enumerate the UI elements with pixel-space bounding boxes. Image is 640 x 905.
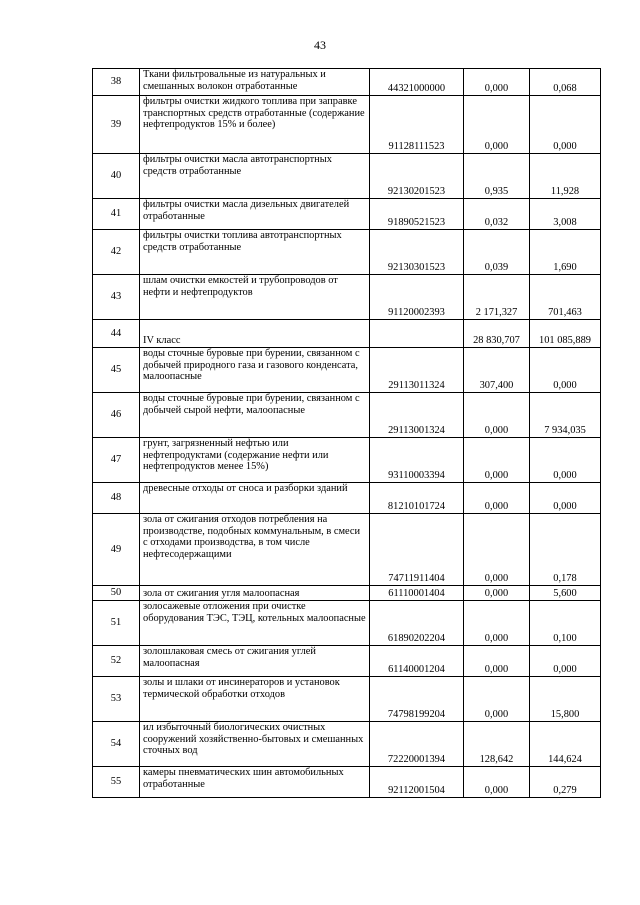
waste-name: зола от сжигания отходов потребления на производстве, подобных коммунальным, в смеси с отходами производства, в том числе нефтесодержащими	[140, 514, 370, 586]
table-row	[93, 767, 601, 798]
value-2: 0,100	[530, 601, 601, 646]
row-number: 47	[93, 438, 140, 483]
value-1: 307,400	[464, 348, 530, 393]
waste-table-body	[93, 69, 601, 798]
value-2: 7 934,035	[530, 393, 601, 438]
row-number: 50	[93, 586, 140, 601]
row-number: 44	[93, 320, 140, 348]
table-row	[93, 586, 601, 601]
value-2: 0,279	[530, 767, 601, 798]
value-2: 101 085,889	[530, 320, 601, 348]
row-number: 54	[93, 722, 140, 767]
value-1: 2 171,327	[464, 275, 530, 320]
row-number: 55	[93, 767, 140, 798]
value-2: 0,000	[530, 96, 601, 154]
row-number: 45	[93, 348, 140, 393]
value-2: 144,624	[530, 722, 601, 767]
waste-name: камеры пневматических шин автомобильных отработанные	[140, 767, 370, 798]
table-row	[93, 601, 601, 646]
waste-name: IV класс	[140, 320, 370, 348]
row-number: 38	[93, 69, 140, 96]
row-number: 41	[93, 199, 140, 230]
fkko-code: 61890202204	[370, 601, 464, 646]
value-2: 0,068	[530, 69, 601, 96]
row-number: 39	[93, 96, 140, 154]
value-1: 0,000	[464, 96, 530, 154]
waste-name: древесные отходы от сноса и разборки зданий	[140, 483, 370, 514]
fkko-code: 92130301523	[370, 230, 464, 275]
waste-name: шлам очистки емкостей и трубопроводов от нефти и нефтепродуктов	[140, 275, 370, 320]
table-row	[93, 154, 601, 199]
value-1: 0,000	[464, 586, 530, 601]
row-number: 40	[93, 154, 140, 199]
fkko-code: 91890521523	[370, 199, 464, 230]
fkko-code: 29113001324	[370, 393, 464, 438]
waste-name: фильтры очистки масла автотранспортных средств отработанные	[140, 154, 370, 199]
waste-name: грунт, загрязненный нефтью или нефтепродуктами (содержание нефти или нефтепродуктов менее 15%)	[140, 438, 370, 483]
value-1: 0,000	[464, 514, 530, 586]
fkko-code: 44321000000	[370, 69, 464, 96]
value-1: 0,000	[464, 69, 530, 96]
value-2: 701,463	[530, 275, 601, 320]
value-2: 15,800	[530, 677, 601, 722]
fkko-code	[370, 320, 464, 348]
table-row	[93, 96, 601, 154]
fkko-code: 74711911404	[370, 514, 464, 586]
value-1: 0,039	[464, 230, 530, 275]
value-2: 11,928	[530, 154, 601, 199]
value-1: 0,935	[464, 154, 530, 199]
row-number: 51	[93, 601, 140, 646]
table-row	[93, 199, 601, 230]
value-2: 0,000	[530, 348, 601, 393]
fkko-code: 92130201523	[370, 154, 464, 199]
value-1: 0,000	[464, 601, 530, 646]
row-number: 53	[93, 677, 140, 722]
waste-name: фильтры очистки топлива автотранспортных средств отработанные	[140, 230, 370, 275]
waste-name: золосажевые отложения при очистке оборудования ТЭС, ТЭЦ, котельных малоопасные	[140, 601, 370, 646]
table-row	[93, 514, 601, 586]
waste-name: фильтры очистки жидкого топлива при заправке транспортных средств отработанные (содержание нефтепродуктов 15% и более)	[140, 96, 370, 154]
fkko-code: 91128111523	[370, 96, 464, 154]
row-number: 48	[93, 483, 140, 514]
value-1: 0,000	[464, 438, 530, 483]
value-2: 5,600	[530, 586, 601, 601]
value-1: 0,000	[464, 646, 530, 677]
value-1: 128,642	[464, 722, 530, 767]
value-2: 0,000	[530, 438, 601, 483]
table-row	[93, 275, 601, 320]
fkko-code: 61140001204	[370, 646, 464, 677]
fkko-code: 61110001404	[370, 586, 464, 601]
fkko-code: 72220001394	[370, 722, 464, 767]
table-row	[93, 677, 601, 722]
page-number: 43	[314, 38, 326, 52]
row-number: 43	[93, 275, 140, 320]
table-row	[93, 230, 601, 275]
table-row	[93, 722, 601, 767]
fkko-code: 29113011324	[370, 348, 464, 393]
waste-table	[92, 68, 601, 798]
fkko-code: 81210101724	[370, 483, 464, 514]
fkko-code: 92112001504	[370, 767, 464, 798]
value-2: 0,000	[530, 483, 601, 514]
waste-name: зола от сжигания угля малоопасная	[140, 586, 370, 601]
value-1: 0,000	[464, 677, 530, 722]
fkko-code: 91120002393	[370, 275, 464, 320]
value-2: 0,178	[530, 514, 601, 586]
waste-name: фильтры очистки масла дизельных двигателей отработанные	[140, 199, 370, 230]
value-1: 28 830,707	[464, 320, 530, 348]
row-number: 42	[93, 230, 140, 275]
value-1: 0,032	[464, 199, 530, 230]
waste-name: золошлаковая смесь от сжигания углей малоопасная	[140, 646, 370, 677]
row-number: 46	[93, 393, 140, 438]
table-row	[93, 348, 601, 393]
waste-name: ил избыточный биологических очистных сооружений хозяйственно-бытовых и смешанных сточных вод	[140, 722, 370, 767]
table-row	[93, 69, 601, 96]
waste-name: золы и шлаки от инсинераторов и установок термической обработки отходов	[140, 677, 370, 722]
value-2: 0,000	[530, 646, 601, 677]
waste-name: воды сточные буровые при бурении, связанном с добычей природного газа и газового конденсата, малоопасные	[140, 348, 370, 393]
waste-name: Ткани фильтровальные из натуральных и смешанных волокон отработанные	[140, 69, 370, 96]
table-row	[93, 646, 601, 677]
table-row	[93, 438, 601, 483]
fkko-code: 74798199204	[370, 677, 464, 722]
table-row	[93, 483, 601, 514]
table-row	[93, 393, 601, 438]
value-2: 3,008	[530, 199, 601, 230]
waste-name: воды сточные буровые при бурении, связанном с добычей сырой нефти, малоопасные	[140, 393, 370, 438]
value-1: 0,000	[464, 767, 530, 798]
row-number: 52	[93, 646, 140, 677]
value-1: 0,000	[464, 483, 530, 514]
fkko-code: 93110003394	[370, 438, 464, 483]
table-row	[93, 320, 601, 348]
value-2: 1,690	[530, 230, 601, 275]
value-1: 0,000	[464, 393, 530, 438]
row-number: 49	[93, 514, 140, 586]
